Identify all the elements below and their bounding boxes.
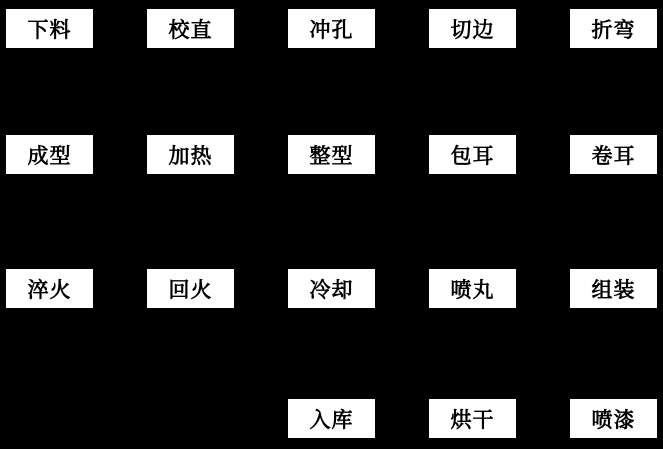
process-node[interactable]: 包耳 (428, 134, 517, 175)
process-node[interactable]: 校直 (146, 8, 235, 49)
process-node[interactable]: 加热 (146, 134, 235, 175)
process-node[interactable]: 卷耳 (569, 134, 658, 175)
process-node[interactable]: 组装 (569, 268, 658, 309)
process-node[interactable]: 下料 (5, 8, 94, 49)
process-node[interactable]: 淬火 (5, 268, 94, 309)
process-node[interactable]: 冷却 (287, 268, 376, 309)
process-node[interactable]: 切边 (428, 8, 517, 49)
process-node[interactable]: 入库 (287, 398, 376, 439)
process-node[interactable]: 成型 (5, 134, 94, 175)
process-node[interactable]: 喷丸 (428, 268, 517, 309)
process-node[interactable]: 整型 (287, 134, 376, 175)
process-node[interactable]: 冲孔 (287, 8, 376, 49)
process-node[interactable]: 喷漆 (569, 398, 658, 439)
process-node[interactable]: 烘干 (428, 398, 517, 439)
process-node[interactable]: 回火 (146, 268, 235, 309)
process-node[interactable]: 折弯 (569, 8, 658, 49)
